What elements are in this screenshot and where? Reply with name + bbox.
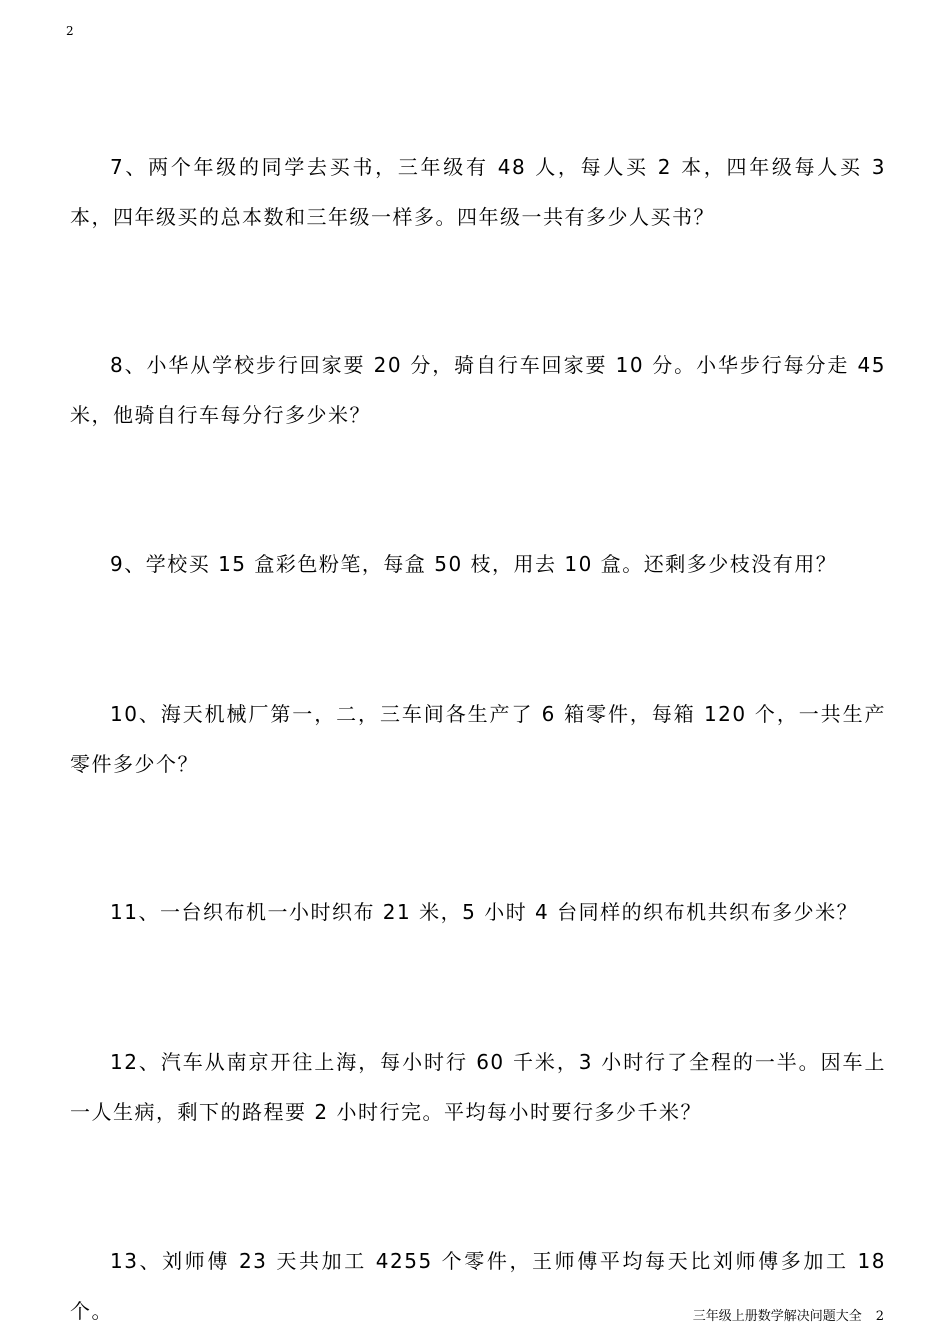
footer-page-number: 2 [875, 1309, 884, 1324]
problem-12: 12、汽车从南京开往上海，每小时行 60 千米，3 小时行了全程的一半。因车上一人生病，剩下的路程要 2 小时行完。平均每小时要行多少千米？ [70, 1050, 886, 1124]
problem-13: 13、刘师傅 23 天共加工 4255 个零件，王师傅平均每天比刘师傅多加工 18 个。 [70, 1249, 886, 1323]
problem-10: 10、海天机械厂第一，二，三车间各生产了 6 箱零件，每箱 120 个，一共生产零件多少个？ [70, 702, 886, 776]
problem-7: 7、两个年级的同学去买书，三年级有 48 人，每人买 2 本，四年级每人买 3 本，四年级买的总本数和三年级一样多。四年级一共有多少人买书？ [70, 155, 886, 229]
footer-title: 三年级上册数学解决问题大全 [692, 1309, 862, 1324]
problem-8: 8、小华从学校步行回家要 20 分，骑自行车回家要 10 分。小华步行每分走 45 米，他骑自行车每分行多少米？ [70, 353, 886, 427]
problem-11: 11、一台织布机一小时织布 21 米，5 小时 4 台同样的织布机共织布多少米？ [110, 900, 859, 924]
header-page-number: 2 [66, 24, 74, 38]
page-footer [693, 1305, 884, 1324]
problem-9: 9、学校买 15 盒彩色粉笔，每盒 50 枝，用去 10 盒。还剩多少枝没有用？ [110, 552, 838, 576]
